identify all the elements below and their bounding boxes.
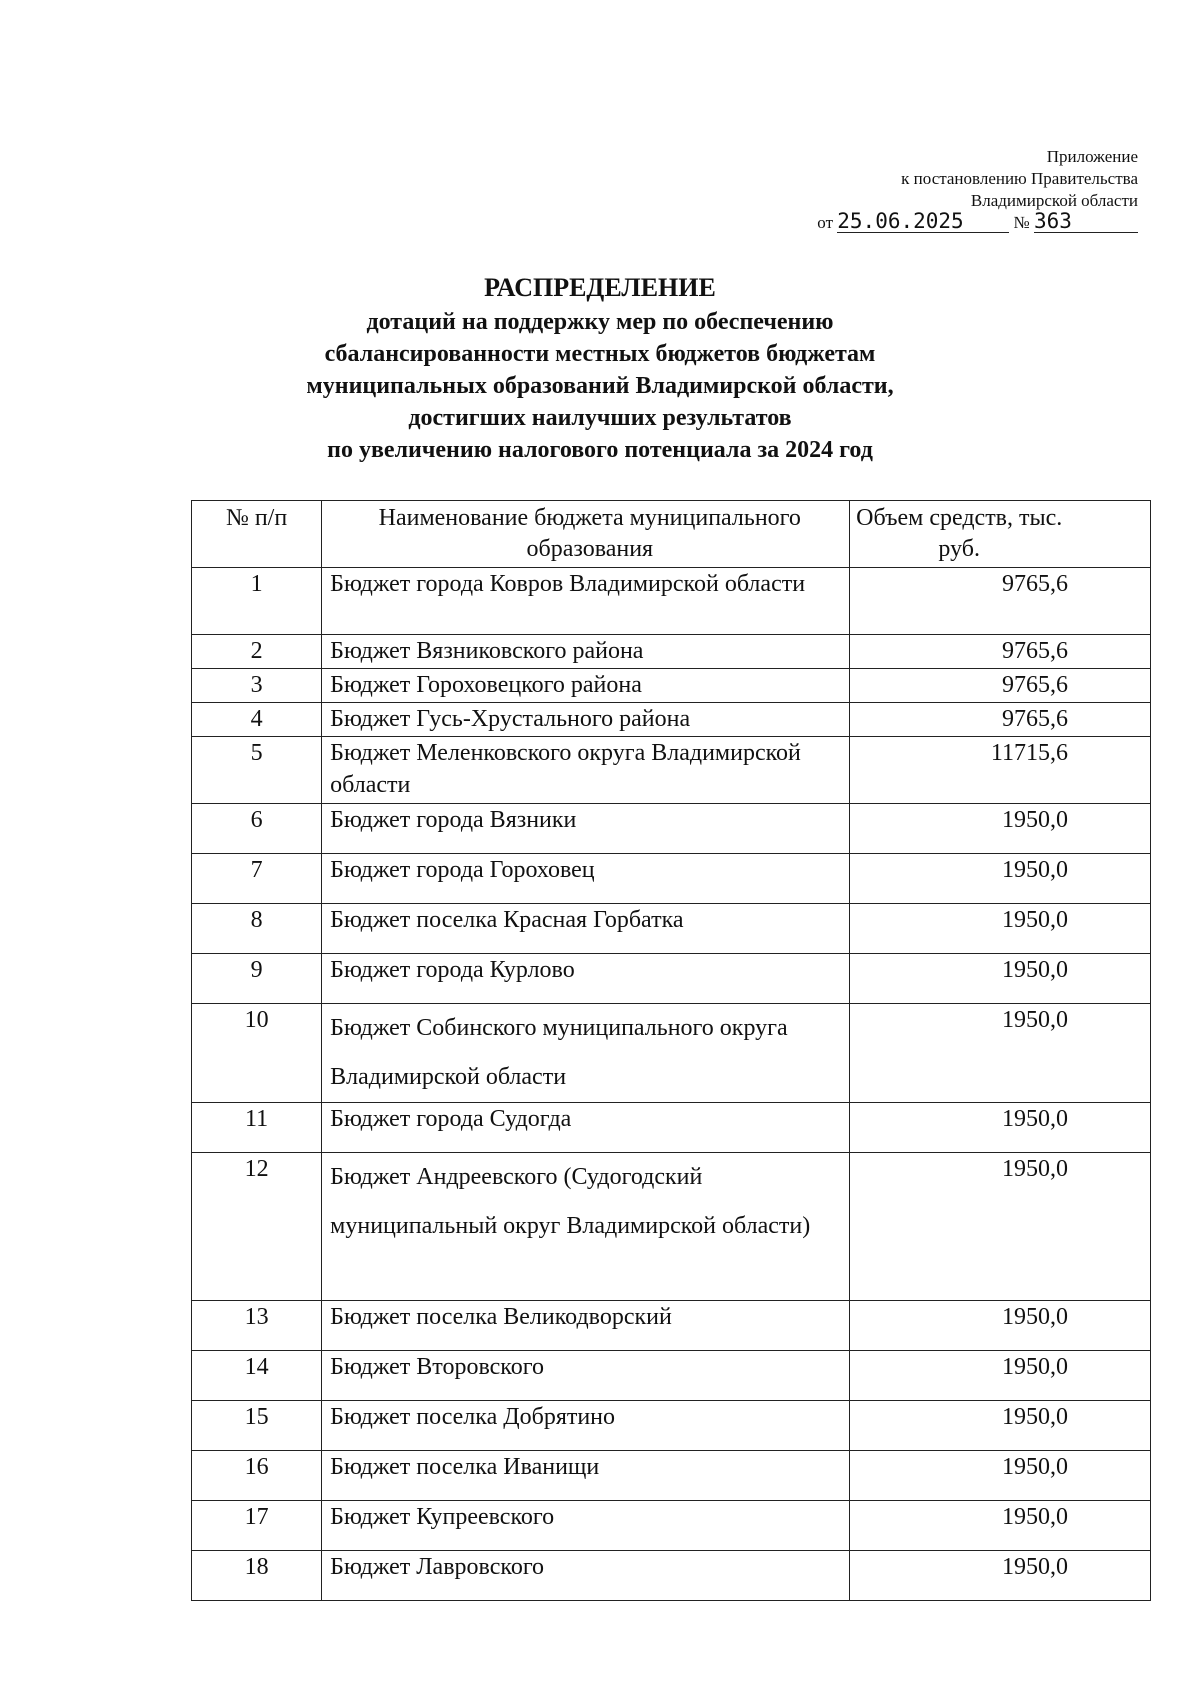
decree-date: 25.06.2025: [837, 210, 1009, 233]
row-name: Бюджет Гороховецкого района: [322, 669, 850, 703]
table-row: [192, 1551, 1151, 1601]
table-row: [192, 1451, 1151, 1501]
table-row: [192, 737, 1151, 804]
row-value: 1950,0: [850, 1153, 1151, 1301]
row-value: 1950,0: [850, 1301, 1151, 1351]
row-value: 1950,0: [850, 954, 1151, 1004]
document-title: [0, 272, 1200, 466]
row-name: Бюджет города Ковров Владимирской области: [322, 568, 850, 635]
row-value: 1950,0: [850, 1351, 1151, 1401]
row-num: 1: [192, 568, 322, 635]
row-name: Бюджет Вязниковского района: [322, 635, 850, 669]
row-num: 15: [192, 1401, 322, 1451]
title-main: РАСПРЕДЕЛЕНИЕ: [484, 273, 716, 302]
row-num: 9: [192, 954, 322, 1004]
appendix-decree-ref: к постановлению Правительства: [901, 169, 1138, 188]
row-value: 1950,0: [850, 854, 1151, 904]
row-value: 9765,6: [850, 635, 1151, 669]
table-row: [192, 1103, 1151, 1153]
row-num: 16: [192, 1451, 322, 1501]
table-row: [192, 954, 1151, 1004]
date-prefix: от: [817, 213, 834, 232]
row-num: 13: [192, 1301, 322, 1351]
number-prefix: №: [1013, 213, 1030, 232]
row-name: Бюджет города Курлово: [322, 954, 850, 1004]
title-line: достигших наилучших результатов: [408, 405, 792, 431]
row-name: Бюджет города Гороховец: [322, 854, 850, 904]
row-name: Бюджет поселка Добрятино: [322, 1401, 850, 1451]
row-value: 9765,6: [850, 669, 1151, 703]
row-num: 5: [192, 737, 322, 804]
table-header-row: [192, 501, 1151, 568]
row-name: Бюджет города Судогда: [322, 1103, 850, 1153]
row-num: 18: [192, 1551, 322, 1601]
row-name: Бюджет поселка Красная Горбатка: [322, 904, 850, 954]
row-value: 9765,6: [850, 568, 1151, 635]
row-name: Бюджет Второвского: [322, 1351, 850, 1401]
row-name: Бюджет Купреевского: [322, 1501, 850, 1551]
appendix-label: Приложение: [1046, 147, 1138, 166]
row-num: 3: [192, 669, 322, 703]
row-num: 17: [192, 1501, 322, 1551]
row-num: 6: [192, 804, 322, 854]
row-num: 12: [192, 1153, 322, 1301]
appendix-region: Владимирской области: [970, 191, 1138, 210]
table-row: [192, 904, 1151, 954]
table-row: [192, 703, 1151, 737]
table-row: [192, 635, 1151, 669]
row-value: 1950,0: [850, 1103, 1151, 1153]
row-value: 1950,0: [850, 1401, 1151, 1451]
table-row: [192, 669, 1151, 703]
appendix-header: [817, 146, 1138, 234]
row-name: Бюджет Собинского муниципального округа Владимирской области: [322, 1004, 850, 1103]
row-value: 1950,0: [850, 1551, 1151, 1601]
row-value: 1950,0: [850, 804, 1151, 854]
title-line: муниципальных образований Владимирской области,: [306, 373, 894, 399]
title-line: по увеличению налогового потенциала за 2024 год: [327, 437, 873, 463]
appendix-date-line: [817, 210, 1138, 234]
table-row: [192, 1351, 1151, 1401]
row-name: Бюджет поселка Иванищи: [322, 1451, 850, 1501]
row-num: 10: [192, 1004, 322, 1103]
row-num: 4: [192, 703, 322, 737]
table-row: [192, 1153, 1151, 1301]
header-value: Объем средств, тыс. руб.: [850, 501, 1151, 568]
row-value: 9765,6: [850, 703, 1151, 737]
table-row: [192, 854, 1151, 904]
row-num: 11: [192, 1103, 322, 1153]
row-num: 14: [192, 1351, 322, 1401]
title-line: сбалансированности местных бюджетов бюджетам: [324, 341, 876, 367]
table-row: [192, 1301, 1151, 1351]
row-name: Бюджет поселка Великодворский: [322, 1301, 850, 1351]
table-row: [192, 1004, 1151, 1103]
row-value: 1950,0: [850, 904, 1151, 954]
row-name: Бюджет Лавровского: [322, 1551, 850, 1601]
row-name: Бюджет города Вязники: [322, 804, 850, 854]
distribution-table: [191, 500, 1151, 1601]
row-num: 2: [192, 635, 322, 669]
table-row: [192, 568, 1151, 635]
header-num: № п/п: [192, 501, 322, 568]
row-name: Бюджет Гусь-Хрустального района: [322, 703, 850, 737]
row-num: 7: [192, 854, 322, 904]
row-num: 8: [192, 904, 322, 954]
row-value: 1950,0: [850, 1501, 1151, 1551]
row-value: 11715,6: [850, 737, 1151, 804]
table-row: [192, 1401, 1151, 1451]
table-row: [192, 804, 1151, 854]
title-line: дотаций на поддержку мер по обеспечению: [366, 309, 834, 335]
row-value: 1950,0: [850, 1451, 1151, 1501]
row-value: 1950,0: [850, 1004, 1151, 1103]
header-name: Наименование бюджета муниципального образования: [322, 501, 850, 568]
table-row: [192, 1501, 1151, 1551]
row-name: Бюджет Меленковского округа Владимирской области: [322, 737, 850, 804]
decree-number: 363: [1034, 210, 1138, 233]
row-name: Бюджет Андреевского (Судогодский муниципальный округ Владимирской области): [322, 1153, 850, 1301]
